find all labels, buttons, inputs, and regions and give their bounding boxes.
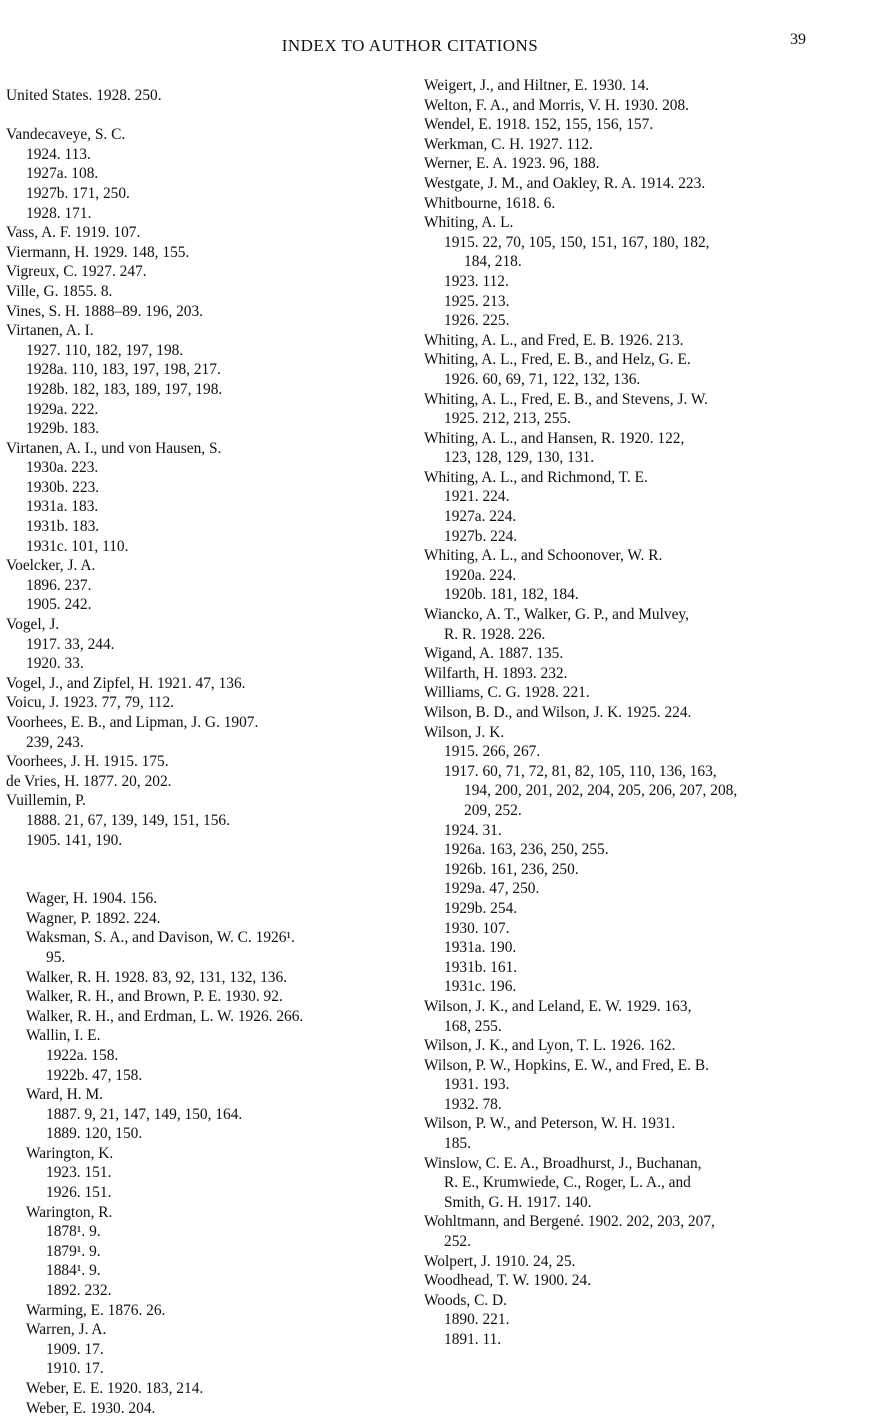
index-entry: 1931c. 196.	[444, 978, 517, 996]
index-entry: Warren, J. A.	[26, 1321, 107, 1339]
index-entry: 1879¹. 9.	[46, 1242, 101, 1260]
index-entry: Woods, C. D.	[424, 1291, 507, 1309]
index-entry: 1931c. 101, 110.	[26, 537, 129, 555]
index-entry: Wiancko, A. T., Walker, G. P., and Mulvey,	[424, 606, 689, 624]
index-entry: 1931. 193.	[444, 1076, 510, 1094]
index-entry: 1928b. 182, 183, 189, 197, 198.	[26, 380, 223, 398]
index-entry: Walker, R. H., and Brown, P. E. 1930. 92.	[26, 988, 283, 1006]
index-entry: 1926a. 163, 236, 250, 255.	[444, 841, 609, 859]
index-entry: Waksman, S. A., and Davison, W. C. 1926¹.	[26, 929, 295, 947]
index-entry: R. R. 1928. 226.	[444, 625, 546, 643]
index-entry: 1931a. 190.	[444, 939, 517, 957]
index-entry: de Vries, H. 1877. 20, 202.	[6, 772, 172, 790]
index-column-left	[6, 76, 426, 1418]
index-entry: 1925. 213.	[444, 292, 510, 310]
index-entry: 1887. 9, 21, 147, 149, 150, 164.	[46, 1105, 243, 1123]
index-entry: Voorhees, E. B., and Lipman, J. G. 1907.	[6, 714, 259, 731]
index-entry: Williams, C. G. 1928. 221.	[424, 684, 590, 702]
index-entry: 1924. 31.	[444, 821, 502, 839]
index-entry: Wallin, I. E.	[26, 1027, 101, 1045]
index-entry: 209, 252.	[464, 801, 522, 819]
index-entry: Whiting, A. L., and Schoonover, W. R.	[424, 547, 663, 565]
index-entry: 1931b. 183.	[26, 518, 100, 536]
index-entry: 1930b. 223.	[26, 478, 100, 496]
index-entry: 1929a. 222.	[26, 400, 99, 418]
index-entry: Warington, K.	[26, 1144, 114, 1162]
index-entry: Wolpert, J. 1910. 24, 25.	[424, 1252, 576, 1270]
index-entry: 1929b. 183.	[26, 420, 100, 438]
index-entry: Vigreux, C. 1927. 247.	[6, 263, 147, 281]
index-entry: 1910. 17.	[46, 1360, 104, 1378]
index-entry: R. E., Krumwiede, C., Roger, L. A., and	[444, 1174, 691, 1192]
index-entry: United States. 1928. 250.	[6, 87, 162, 104]
index-entry: 1920. 33.	[26, 655, 84, 673]
index-entry: 1930a. 223.	[26, 459, 99, 477]
index-entry: Whiting, A. L., Fred, E. B., and Stevens, J. W.	[424, 390, 708, 408]
index-entry: Werkman, C. H. 1927. 112.	[424, 135, 593, 153]
index-entry: 1921. 224.	[444, 488, 510, 506]
index-entry: Welton, F. A., and Morris, V. H. 1930. 208.	[424, 96, 690, 114]
index-entry: Weigert, J., and Hiltner, E. 1930. 14.	[424, 77, 650, 94]
index-entry: Smith, G. H. 1917. 140.	[444, 1193, 592, 1211]
index-entry: 1922b. 47, 158.	[46, 1066, 143, 1084]
index-entry: 1929b. 254.	[444, 899, 518, 917]
index-entry: Ward, H. M.	[26, 1086, 103, 1104]
index-entry: 1917. 60, 71, 72, 81, 82, 105, 110, 136, 163,	[444, 762, 717, 780]
index-entry: Wilson, J. K.	[424, 723, 505, 741]
index-entry: 1896. 237.	[26, 576, 92, 594]
index-entry: Weber, E. 1930. 204.	[26, 1399, 156, 1417]
index-entry: Voicu, J. 1923. 77, 79, 112.	[6, 694, 175, 712]
index-entry: Vandecaveye, S. C.	[6, 126, 126, 144]
index-entry: Wilson, J. K., and Lyon, T. L. 1926. 162.	[424, 1037, 676, 1055]
index-entry: Whiting, A. L., and Fred, E. B. 1926. 213.	[424, 331, 684, 349]
index-entry: Vuillemin, P.	[6, 792, 86, 810]
index-entry: 1905. 141, 190.	[26, 831, 123, 849]
index-column-right	[424, 76, 864, 1350]
index-entry: 1922a. 158.	[46, 1046, 119, 1064]
index-entry: 1926. 151.	[46, 1184, 112, 1202]
index-entry: Wilfarth, H. 1893. 232.	[424, 664, 568, 682]
index-entry: Wilson, P. W., Hopkins, E. W., and Fred, E. B.	[424, 1056, 709, 1074]
index-entry: Wager, H. 1904. 156.	[26, 890, 158, 908]
index-entry: 1888. 21, 67, 139, 149, 151, 156.	[26, 811, 230, 829]
index-entry: 1920b. 181, 182, 184.	[444, 586, 579, 604]
index-entry: 1926b. 161, 236, 250.	[444, 860, 579, 878]
index-entry: Vogel, J.	[6, 616, 60, 634]
index-entry: Weber, E. E. 1920. 183, 214.	[26, 1380, 204, 1397]
index-entry: 95.	[46, 948, 66, 966]
index-entry: 1931a. 183.	[26, 498, 99, 516]
index-entry: 239, 243.	[26, 733, 84, 751]
index-entry: 1926. 225.	[444, 312, 510, 330]
index-entry: 1915. 22, 70, 105, 150, 151, 167, 180, 182,	[444, 233, 710, 251]
index-entry: Warington, R.	[26, 1203, 113, 1221]
index-entry: Whitbourne, 1618. 6.	[424, 194, 556, 212]
index-entry: Viermann, H. 1929. 148, 155.	[6, 243, 190, 261]
index-entry: 1924. 113.	[26, 145, 91, 163]
index-entry: 1884¹. 9.	[46, 1262, 101, 1280]
index-entry: Vines, S. H. 1888–89. 196, 203.	[6, 302, 204, 320]
index-entry: Whiting, A. L., Fred, E. B., and Helz, G. E.	[424, 351, 691, 369]
index-entry: Wilson, J. K., and Leland, E. W. 1929. 163,	[424, 997, 692, 1015]
index-entry: Warming, E. 1876. 26.	[26, 1301, 166, 1319]
index-entry: 1927b. 171, 250.	[26, 184, 130, 202]
index-entry: 1923. 112.	[444, 272, 509, 290]
index-entry: Virtanen, A. I.	[6, 322, 94, 340]
index-entry: 1929a. 47, 250.	[444, 880, 540, 898]
index-entry: 1931b. 161.	[444, 958, 518, 976]
page-title: INDEX TO AUTHOR CITATIONS	[281, 36, 539, 55]
index-entry: Wagner, P. 1892. 224.	[26, 909, 161, 927]
index-entry: 1878¹. 9.	[46, 1223, 101, 1241]
index-entry: Vogel, J., and Zipfel, H. 1921. 47, 136.	[6, 674, 246, 692]
index-entry: 194, 200, 201, 202, 204, 205, 206, 207, 208,	[464, 782, 738, 800]
index-entry: 1905. 242.	[26, 596, 92, 614]
index-entry: 1891. 11.	[444, 1331, 502, 1348]
page-number: 39	[790, 31, 806, 48]
index-entry: 185.	[444, 1135, 471, 1153]
index-entry: 168, 255.	[444, 1017, 502, 1035]
index-entry: Vass, A. F. 1919. 107.	[6, 224, 141, 242]
index-entry: 184, 218.	[464, 253, 522, 271]
index-entry: Wilson, B. D., and Wilson, J. K. 1925. 224.	[424, 704, 692, 721]
index-entry: Voorhees, J. H. 1915. 175.	[6, 753, 169, 771]
index-entry: Walker, R. H., and Erdman, L. W. 1926. 266.	[26, 1007, 304, 1025]
index-entry: 1925. 212, 213, 255.	[444, 410, 571, 428]
index-entry: Whiting, A. L., and Richmond, T. E.	[424, 468, 648, 486]
index-entry: 1909. 17.	[46, 1340, 104, 1358]
index-entry: Whiting, A. L., and Hansen, R. 1920. 122,	[424, 429, 685, 447]
index-entry: 1927a. 224.	[444, 508, 517, 526]
index-entry: 1928. 171.	[26, 204, 92, 222]
index-entry: 1930. 107.	[444, 919, 510, 937]
index-entry: Whiting, A. L.	[424, 214, 514, 232]
index-entry: 1928a. 110, 183, 197, 198, 217.	[26, 361, 221, 379]
index-entry: 1889. 120, 150.	[46, 1125, 143, 1143]
index-entry: Wohltmann, and Bergené. 1902. 202, 203, 207,	[424, 1213, 715, 1231]
index-entry: 1915. 266, 267.	[444, 743, 541, 761]
index-entry: 1927. 110, 182, 197, 198.	[26, 341, 184, 359]
index-entry: 1892. 232.	[46, 1282, 112, 1300]
index-entry: Woodhead, T. W. 1900. 24.	[424, 1272, 592, 1290]
index-entry: Wigand, A. 1887. 135.	[424, 645, 564, 663]
index-entry: 1920a. 224.	[444, 566, 517, 584]
index-entry: 1917. 33, 244.	[26, 635, 115, 653]
index-entry: 123, 128, 129, 130, 131.	[444, 449, 595, 467]
index-entry: Voelcker, J. A.	[6, 557, 96, 575]
index-entry: 1890. 221.	[444, 1311, 510, 1329]
index-entry: 252.	[444, 1233, 471, 1251]
index-entry: Walker, R. H. 1928. 83, 92, 131, 132, 136.	[26, 968, 288, 986]
index-entry: Wilson, P. W., and Peterson, W. H. 1931.	[424, 1115, 676, 1133]
index-entry: 1927a. 108.	[26, 165, 99, 183]
index-entry: 1927b. 224.	[444, 527, 518, 545]
index-entry: Westgate, J. M., and Oakley, R. A. 1914. 223.	[424, 174, 706, 192]
index-entry: Ville, G. 1855. 8.	[6, 282, 113, 300]
index-entry: Wendel, E. 1918. 152, 155, 156, 157.	[424, 116, 654, 134]
index-entry: Werner, E. A. 1923. 96, 188.	[424, 155, 600, 173]
index-entry: Virtanen, A. I., und von Hausen, S.	[6, 439, 222, 457]
index-entry: Winslow, C. E. A., Broadhurst, J., Buchanan,	[424, 1154, 702, 1172]
index-entry: 1923. 151.	[46, 1164, 112, 1182]
index-entry: 1926. 60, 69, 71, 122, 132, 136.	[444, 370, 641, 388]
index-entry: 1932. 78.	[444, 1095, 502, 1113]
